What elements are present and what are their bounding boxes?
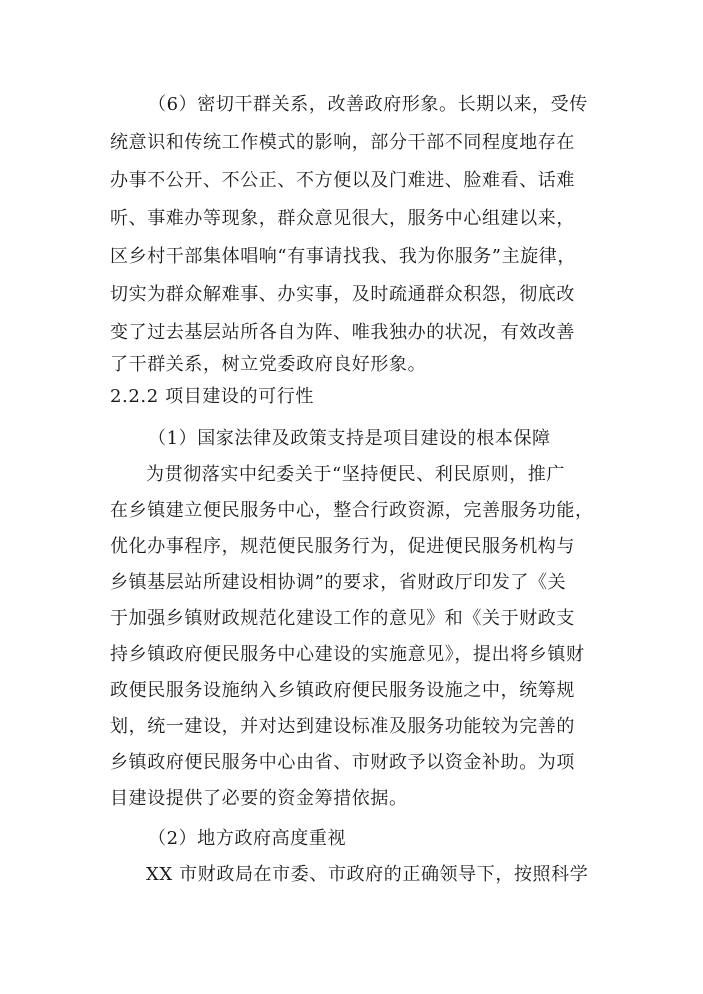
paragraph-6-line-5: 区乡村干部集体唱响“有事请找我、我为你服务”主旋律， xyxy=(110,246,577,267)
paragraph-1-line-6: 持乡镇政府便民服务中心建设的实施意见》，提出将乡镇财 xyxy=(110,644,585,665)
paragraph-2-line-1: XX 市财政局在市委、市政府的正确领导下，按照科学 xyxy=(146,864,589,885)
paragraph-6-line-3: 办事不公开、不公正、不方便以及门难进、脸难看、话难 xyxy=(110,170,575,191)
paragraph-6-line-4: 听、事难办等现象，群众意见很大，服务中心组建以来， xyxy=(110,208,575,229)
paragraph-1-line-10: 目建设提供了必要的资金筹措依据。 xyxy=(110,788,408,809)
subheading-1: （1）国家法律及政策支持是项目建设的根本保障 xyxy=(148,428,551,449)
paragraph-6-line-1: （6）密切干群关系，改善政府形象。长期以来，受传 xyxy=(148,94,588,115)
paragraph-6-line-6: 切实为群众解难事、办实事，及时疏通群众积怨，彻底改 xyxy=(110,284,575,305)
subheading-2: （2）地方政府高度重视 xyxy=(148,828,347,849)
paragraph-1-line-2: 在乡镇建立便民服务中心，整合行政资源，完善服务功能， xyxy=(110,500,594,521)
paragraph-1-line-1: 为贯彻落实中纪委关于“坚持便民、利民原则，推广 xyxy=(146,464,565,485)
paragraph-6-line-8: 了干群关系，树立党委政府良好形象。 xyxy=(110,354,427,375)
paragraph-1-line-9: 乡镇政府便民服务中心由省、市财政予以资金补助。为项 xyxy=(110,752,575,773)
paragraph-1-line-8: 划，统一建设，并对达到建设标准及服务功能较为完善的 xyxy=(110,716,575,737)
paragraph-1-line-3: 优化办事程序，规范便民服务行为，促进便民服务机构与 xyxy=(110,536,575,557)
section-heading-2-2-2: 2.2.2 项目建设的可行性 xyxy=(110,386,314,407)
paragraph-1-line-7: 政便民服务设施纳入乡镇政府便民服务设施之中，统筹规 xyxy=(110,680,575,701)
paragraph-6-line-7: 变了过去基层站所各自为阵、唯我独办的状况，有效改善 xyxy=(110,322,575,343)
paragraph-1-line-4: 乡镇基层站所建设相协调”的要求，省财政厅印发了《关 xyxy=(110,572,567,593)
paragraph-6-line-2: 统意识和传统工作模式的影响，部分干部不同程度地存在 xyxy=(110,132,575,153)
paragraph-1-line-5: 于加强乡镇财政规范化建设工作的意见》和《关于财政支 xyxy=(110,608,575,629)
